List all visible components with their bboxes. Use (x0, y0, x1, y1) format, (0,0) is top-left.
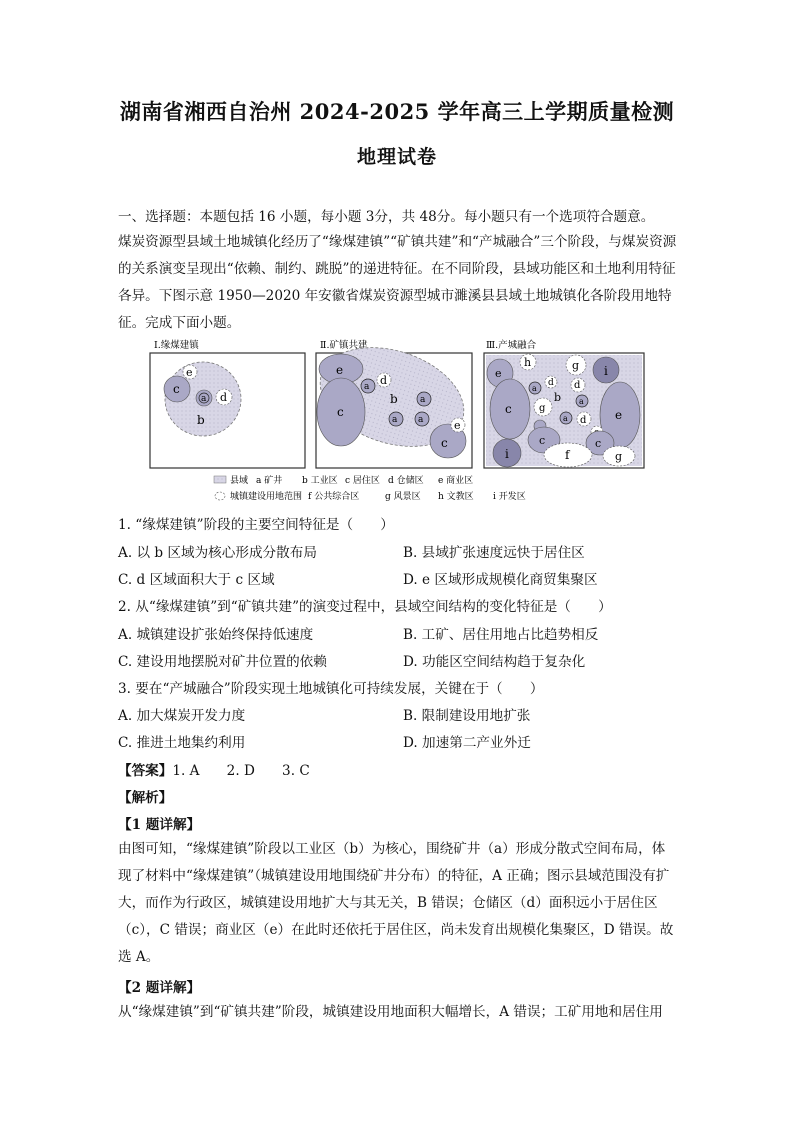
zone-e-label: e (186, 366, 193, 379)
legend-county: 县域 (230, 476, 249, 486)
legend-storage: d 仓储区 (388, 476, 424, 486)
legend-residential: c 居住区 (345, 476, 380, 486)
zone-c-label-5: c (539, 434, 546, 447)
mine-a-label-7: a (579, 397, 584, 406)
zone-i-label: i (604, 364, 608, 378)
question-3-option-d[interactable]: D. 加速第二产业外迁 (403, 735, 531, 751)
legend-education: h 文教区 (438, 492, 474, 502)
zone-e-label-3: e (454, 419, 461, 432)
answer-line (118, 759, 310, 779)
question-3-option-c[interactable]: C. 推进土地集约利用 (118, 735, 246, 751)
legend-industrial: b 工业区 (302, 476, 338, 486)
answer-label: 【答案】 (118, 763, 173, 779)
panel1-title: Ⅰ.缘煤建镇 (154, 340, 199, 351)
question-2-option-d[interactable]: D. 功能区空间结构趋于复杂化 (403, 654, 586, 670)
detail-2-text: 从“缘煤建镇”到“矿镇共建”阶段，城镇建设用地面积大幅增长，A 错误；工矿用地和居住用 (118, 1004, 663, 1020)
document-subtitle: 地理试卷 (356, 146, 437, 168)
question-2-option-c[interactable]: C. 建设用地摆脱对矿井位置的依赖 (118, 654, 327, 670)
mine-a-label-4: a (392, 415, 398, 425)
question-1-option-b[interactable]: B. 县域扩张速度远快于居住区 (403, 545, 585, 561)
question-3-stem: 3. 要在“产城融合”阶段实现土地城镇化可持续发展，关键在于（ ） (118, 681, 544, 697)
question-2-option-a[interactable]: A. 城镇建设扩张始终保持低速度 (118, 627, 314, 643)
legend-development: i 开发区 (493, 492, 526, 502)
zone-d-label-5: d (574, 380, 581, 391)
land-use-figure (148, 337, 648, 513)
question-1-option-d[interactable]: D. e 区域形成规模化商贸集聚区 (403, 572, 598, 588)
zone-b-label: b (197, 413, 205, 427)
zone-f-label: f (565, 448, 570, 462)
zone-g-label-2: g (539, 403, 546, 414)
question-3-option-b[interactable]: B. 限制建设用地扩张 (403, 708, 531, 724)
question-2-option-b[interactable]: B. 工矿、居住用地占比趋势相反 (403, 627, 599, 643)
zone-e-label-4: e (495, 367, 502, 380)
answer-text: 1. A 2. D 3. C (172, 763, 310, 779)
analysis-label: 【解析】 (118, 790, 173, 806)
detail-2-label: 【2 题详解】 (118, 980, 201, 996)
zone-c-label-6: c (595, 437, 602, 450)
legend-construction-land: 城镇建设用地范围 (230, 492, 303, 502)
zone-c-label-3: c (441, 436, 448, 450)
legend-public: f 公共综合区 (308, 492, 360, 502)
zone-d-label-6: d (580, 415, 587, 426)
panel3-title: Ⅲ.产城融合 (486, 340, 537, 351)
section-header: 一、选择题：本题包括 16 小题，每小题 3分，共 48分。每小题只有一个选项符合题意。 (118, 209, 655, 225)
zone-h-label: h (524, 356, 532, 369)
mine-a-label-3: a (420, 395, 426, 405)
question-intro: 煤炭资源型县域土地城镇化经历了“缘煤建镇”“矿镇共建”和“产城融合”三个阶段，与煤炭资源的关系演变呈现出“依赖、制约、跳脱”的递进特征。在不同阶段，县域功能区和土地利用特征各异。下图示意 1950—2020 年安徽省煤炭资源型城市濉溪县县域土地城镇化各阶段用地特征。完成下面小题。 (118, 234, 677, 331)
panel2-title: Ⅱ.矿镇共建 (320, 340, 368, 351)
legend-commercial: e 商业区 (438, 476, 474, 486)
zone-d-label-4: d (548, 378, 554, 388)
panel-3 (484, 353, 644, 468)
detail-1-label: 【1 题详解】 (118, 817, 201, 833)
question-1-stem: 1. “缘煤建镇”阶段的主要空间特征是（ ） (118, 517, 394, 533)
mine-a-label-6: a (532, 384, 537, 393)
document-title: 湖南省湘西自治州 2024-2025 学年高三上学期质量检测 (119, 99, 675, 124)
zone-i-label-2: i (505, 447, 509, 461)
zone-c-label: c (173, 382, 180, 396)
zone-c-label-2: c (337, 405, 344, 419)
legend-row-1 (214, 474, 473, 486)
mine-a-label-2: a (364, 382, 370, 392)
legend-scenic: g 风景区 (385, 492, 421, 502)
zone-g-label: g (572, 359, 580, 372)
panel-1 (150, 353, 305, 468)
zone-b-label-2: b (390, 392, 398, 406)
detail-1-text: 由图可知，“缘煤建镇”阶段以工业区（b）为核心，围绕矿井（a）形成分散式空间布局，体现了材料中“缘煤建镇”（城镇建设用地围绕矿井分布）的特征，A 正确；图示县域范围没有扩大，而作为行政区，城镇建设用地扩大与其无关，B 错误；仓储区（d）面积远小于居住区（c），C 错误；商业区（e）在此时还依托于居住区，尚未发育出规模化集聚区，D 错误。故选 A。 (118, 841, 674, 965)
zone-d-label: d (220, 391, 228, 404)
zone-c-label-4: c (505, 402, 512, 416)
question-2-stem: 2. 从“缘煤建镇”到“矿镇共建”的演变过程中，县域空间结构的变化特征是（ ） (118, 599, 612, 615)
legend-row-2 (215, 490, 526, 502)
question-3-option-a[interactable]: A. 加大煤炭开发力度 (118, 708, 246, 724)
panel-2 (307, 337, 476, 468)
zone-e-label-5: e (615, 408, 623, 422)
zone-b-label-3: b (554, 391, 562, 404)
question-1-option-a[interactable]: A. 以 b 区域为核心形成分散布局 (118, 545, 317, 561)
legend-mine: a 矿井 (256, 476, 283, 486)
mine-a-label-5: a (418, 415, 424, 425)
zone-d-label-2: d (380, 374, 388, 387)
zone-g-label-3: g (615, 450, 623, 463)
question-1-option-c[interactable]: C. d 区域面积大于 c 区域 (118, 572, 275, 588)
zone-e-label-2: e (336, 363, 344, 377)
mine-a-label-8: a (563, 414, 568, 423)
mine-a-label: a (201, 394, 207, 404)
